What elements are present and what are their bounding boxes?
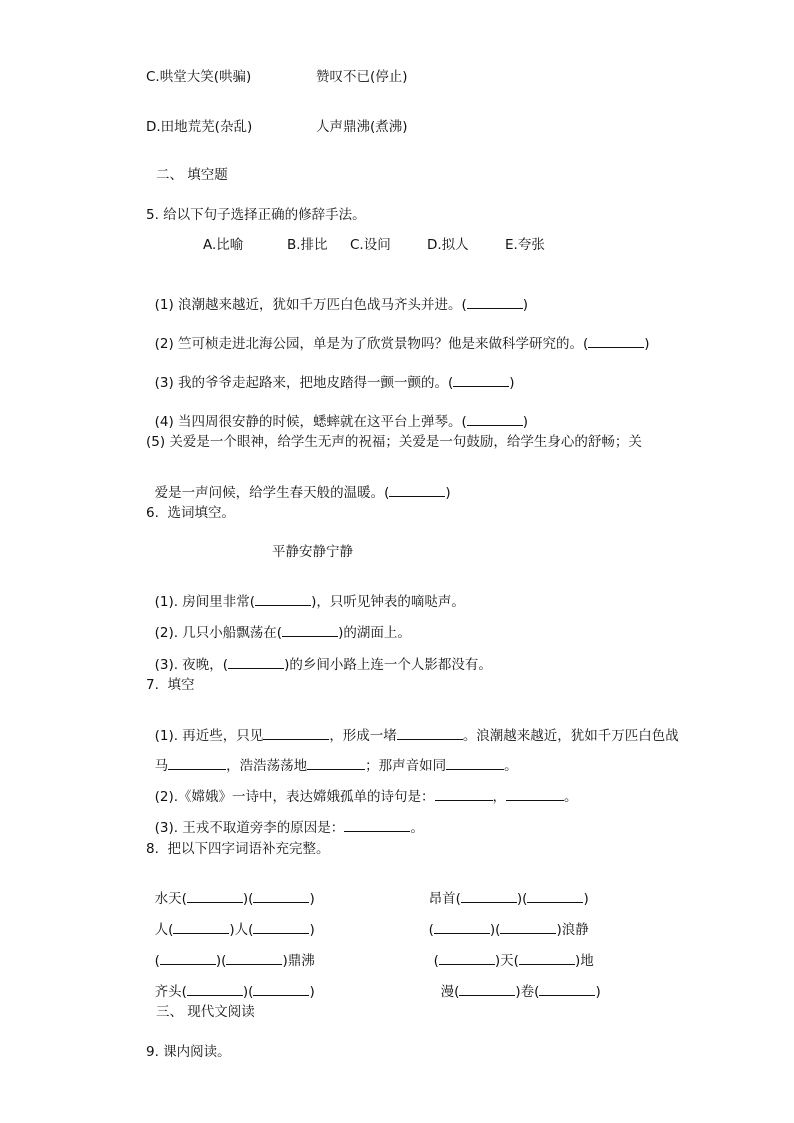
q8-idiom-3: ( )( )鼎沸: [154, 953, 315, 969]
option-d-first: D.田地荒芜(杂乱): [146, 119, 253, 135]
answer-blank[interactable]: [539, 983, 595, 996]
option-c-second: 赞叹不已(停止): [316, 69, 408, 85]
q5-item-5-line1: (5) 关爱是一个眼神，给学生无声的祝福；关爱是一句鼓励，给学生身心的舒畅；关: [146, 434, 642, 450]
q6-word-bank: 平静安静宁静: [272, 544, 353, 560]
q6-item-1: (1). 房间里非常( )，只听见钟表的嘀哒声。: [154, 594, 465, 610]
q7-prompt: 7. 填空: [146, 677, 195, 693]
answer-blank[interactable]: [459, 983, 515, 996]
q6-prompt: 6. 选词填空。: [146, 505, 235, 521]
q5-choice-c: C.设问: [350, 237, 391, 253]
q5-choice-b: B.排比: [287, 237, 328, 253]
q7-line-2: 马 ，浩浩荡荡地 ；那声音如同 。: [154, 758, 518, 774]
q6-item-3: (3). 夜晚，( )的乡间小路上连一个人影都没有。: [154, 657, 492, 673]
q5-item-4: (4) 当四周很安静的时候，蟋蟀就在这平台上弹琴。( ): [154, 414, 529, 430]
answer-blank[interactable]: [344, 818, 410, 832]
q6-item-2: (2). 几只小船飘荡在( )的湖面上。: [154, 625, 411, 641]
answer-blank[interactable]: [506, 787, 564, 801]
answer-blank[interactable]: [588, 335, 644, 348]
q5-prompt: 5. 给以下句子选择正确的修辞手法。: [146, 207, 366, 223]
answer-blank[interactable]: [467, 413, 523, 426]
option-d-second: 人声鼎沸(煮沸): [316, 119, 408, 135]
q8-idiom-4: 齐头( )( ): [154, 984, 315, 1000]
q9-prompt: 9. 课内阅读。: [146, 1044, 231, 1060]
answer-blank[interactable]: [253, 983, 309, 996]
answer-blank[interactable]: [187, 983, 243, 996]
q8-prompt: 8. 把以下四字词语补充完整。: [146, 841, 330, 857]
q8-idiom-7: ( )天( )地: [433, 953, 594, 969]
q5-item-1: (1) 浪潮越来越近，犹如千万匹白色战马齐头并进。( ): [154, 297, 529, 313]
q5-choice-d: D.拟人: [427, 237, 469, 253]
answer-blank[interactable]: [467, 296, 523, 309]
q5-item-5-line2: 爱是一声问候，给学生春天般的温暖。( ): [154, 485, 451, 501]
answer-blank[interactable]: [228, 656, 284, 669]
answer-blank[interactable]: [389, 484, 445, 497]
section-2-title: 二、 填空题: [156, 167, 228, 183]
q5-choice-a: A.比喻: [203, 237, 244, 253]
answer-blank[interactable]: [453, 374, 509, 387]
q5-choice-e: E.夸张: [505, 237, 545, 253]
q7-line-4: (3). 王戎不取道旁李的原因是： 。: [154, 820, 424, 836]
q5-item-2: (2) 竺可桢走进北海公园，单是为了欣赏景物吗？他是来做科学研究的。( ): [154, 336, 650, 352]
q8-idiom-8: 漫( )卷( ): [440, 984, 601, 1000]
q7-line-1: (1). 再近些，只见 ，形成一堵 。浪潮越来越近，犹如千万匹白色战: [154, 728, 679, 744]
q8-idiom-2: 人( )人( ): [154, 922, 315, 938]
q8-idiom-6: ( )( )浪静: [428, 922, 589, 938]
option-c-first: C.哄堂大笑(哄骗): [146, 69, 252, 85]
q8-idiom-5: 昂首( )( ): [428, 891, 589, 907]
q8-idiom-1: 水天( )( ): [154, 891, 315, 907]
section-3-title: 三、 现代文阅读: [156, 1004, 255, 1020]
q5-item-3: (3) 我的爷爷走起路来，把地皮踏得一颤一颤的。( ): [154, 375, 515, 391]
q7-line-3: (2).《嫦娥》一诗中，表达嫦娥孤单的诗句是： ， 。: [154, 789, 578, 805]
answer-blank[interactable]: [435, 787, 493, 801]
